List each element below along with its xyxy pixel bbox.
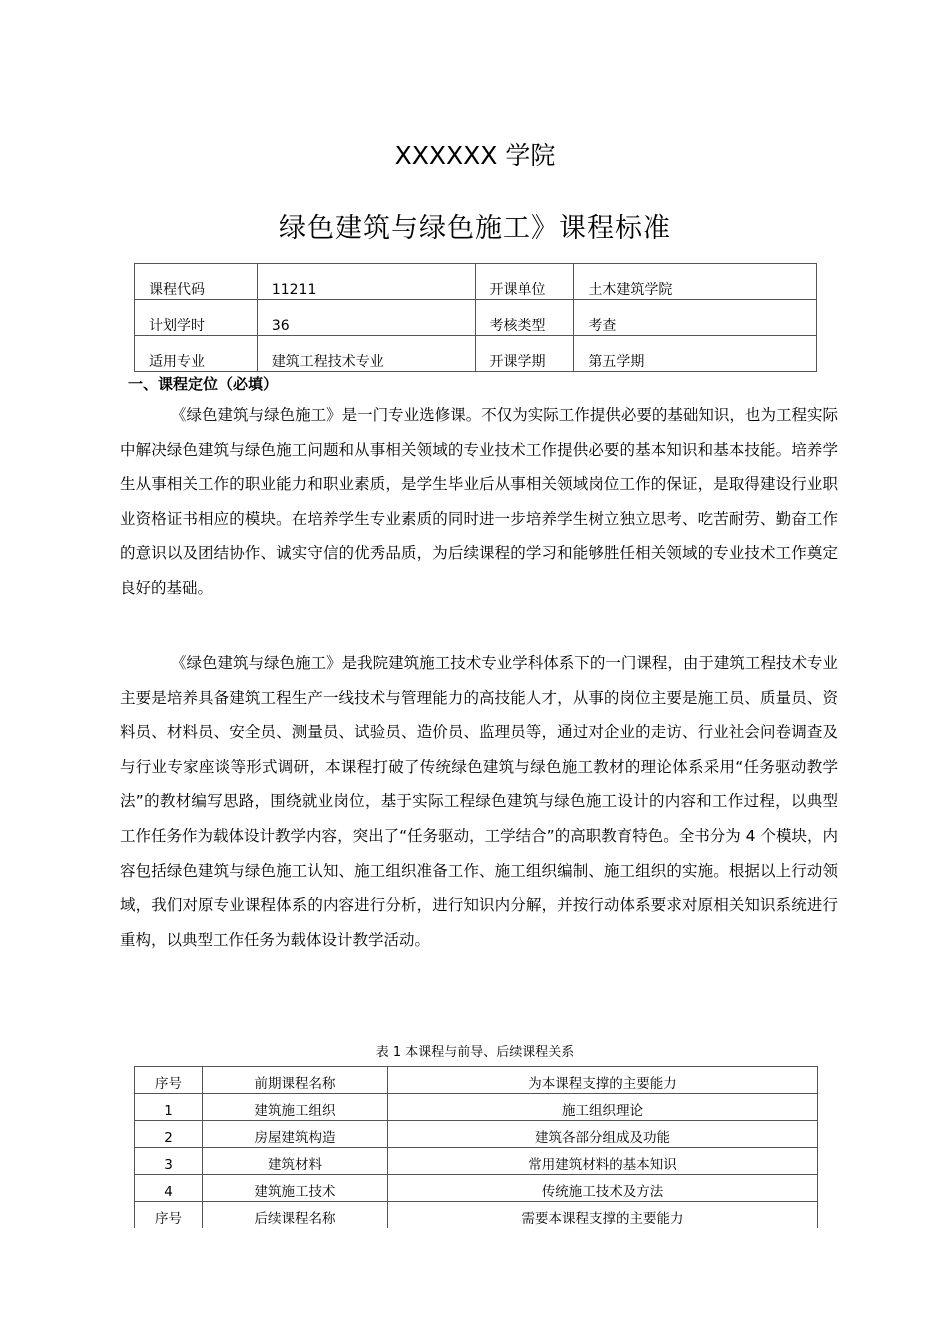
assessment-type-value: 考查 bbox=[574, 300, 817, 336]
column-header: 为本课程支撑的主要能力 bbox=[388, 1067, 818, 1094]
table-cell: 施工组织理论 bbox=[388, 1094, 818, 1121]
table-row bbox=[135, 1094, 818, 1121]
table-row bbox=[135, 336, 817, 372]
offering-unit-label: 开课单位 bbox=[475, 264, 574, 300]
table-cell: 2 bbox=[135, 1121, 203, 1148]
body-paragraph: 《绿色建筑与绿色施工》是我院建筑施工技术专业学科体系下的一门课程，由于建筑工程技术专业主要是培养具备建筑工程生产一线技术与管理能力的高技能人才，从事的岗位主要是施工员、质量员、资料员、材料员、安全员、测量员、试验员、造价员、监理员等，通过对企业的走访、行业社会问卷调查及与行业专家座谈等形式调研，本课程打破了传统绿色建筑与绿色施工教材的理论体系采用“任务驱动教学法”的教材编写思路，围绕就业岗位，基于实际工程绿色建筑与绿色施工设计的内容和工作过程，以典型工作任务作为载体设计教学内容，突出了“任务驱动，工学结合”的高职教育特色。全书分为 4 个模块，内容包括绿色建筑与绿色施工认知、施工组织准备工作、施工组织编制、施工组织的实施。根据以上行动领域，我们对原专业课程体系的内容进行分析，进行知识内分解，并按行动体系要求对原相关知识系统进行重构，以典型工作任务为载体设计教学活动。 bbox=[120, 654, 838, 949]
assessment-type-label: 考核类型 bbox=[475, 300, 574, 336]
table-header-row bbox=[135, 1202, 818, 1229]
table-cell: 建筑施工组织 bbox=[203, 1094, 388, 1121]
table-row bbox=[135, 264, 817, 300]
school-name: XXXXXX 学院 bbox=[394, 141, 556, 170]
course-code-label: 课程代码 bbox=[135, 264, 258, 300]
body-paragraph: 《绿色建筑与绿色施工》是一门专业选修课。不仅为实际工作提供必要的基础知识，也为工程实际中解决绿色建筑与绿色施工问题和从事相关领域的专业技术工作提供必要的基本知识和基本技能。培养学生从事相关工作的职业能力和职业素质，是学生毕业后从事相关领域岗位工作的保证，是取得建设行业职业资格证书相应的模块。在培养学生专业素质的同时进一步培养学生树立独立思考、吃苦耐劳、勤奋工作的意识以及团结协作、诚实守信的优秀品质，为后续课程的学习和能够胜任相关领域的专业技术工作奠定良好的基础。 bbox=[120, 406, 838, 597]
planned-hours-value: 36 bbox=[257, 300, 475, 336]
table-cell: 房屋建筑构造 bbox=[203, 1121, 388, 1148]
table-cell: 建筑各部分组成及功能 bbox=[388, 1121, 818, 1148]
column-header: 序号 bbox=[135, 1202, 203, 1229]
course-code-value: 11211 bbox=[257, 264, 475, 300]
table-cell: 4 bbox=[135, 1175, 203, 1202]
column-header: 后续课程名称 bbox=[203, 1202, 388, 1229]
column-header: 序号 bbox=[135, 1067, 203, 1094]
table-row bbox=[135, 1175, 818, 1202]
table-cell: 传统施工技术及方法 bbox=[388, 1175, 818, 1202]
major-value: 建筑工程技术专业 bbox=[257, 336, 475, 372]
course-info-table bbox=[134, 263, 817, 372]
table-cell: 建筑施工技术 bbox=[203, 1175, 388, 1202]
table-row bbox=[135, 1148, 818, 1175]
table-row bbox=[135, 300, 817, 336]
table-header-row bbox=[135, 1067, 818, 1094]
semester-label: 开课学期 bbox=[475, 336, 574, 372]
column-header: 前期课程名称 bbox=[203, 1067, 388, 1094]
offering-unit-value: 土木建筑学院 bbox=[574, 264, 817, 300]
major-label: 适用专业 bbox=[135, 336, 258, 372]
document-title: 绿色建筑与绿色施工》课程标准 bbox=[279, 213, 671, 244]
planned-hours-label: 计划学时 bbox=[135, 300, 258, 336]
semester-value: 第五学期 bbox=[574, 336, 817, 372]
table-caption: 表 1 本课程与前导、后续课程关系 bbox=[375, 1045, 575, 1060]
table-row bbox=[135, 1121, 818, 1148]
table-cell: 常用建筑材料的基本知识 bbox=[388, 1148, 818, 1175]
course-relation-table bbox=[134, 1066, 818, 1228]
section-heading: 一、课程定位（必填） bbox=[128, 375, 279, 393]
column-header: 需要本课程支撑的主要能力 bbox=[388, 1202, 818, 1229]
table-cell: 建筑材料 bbox=[203, 1148, 388, 1175]
table-cell: 1 bbox=[135, 1094, 203, 1121]
table-cell: 3 bbox=[135, 1148, 203, 1175]
